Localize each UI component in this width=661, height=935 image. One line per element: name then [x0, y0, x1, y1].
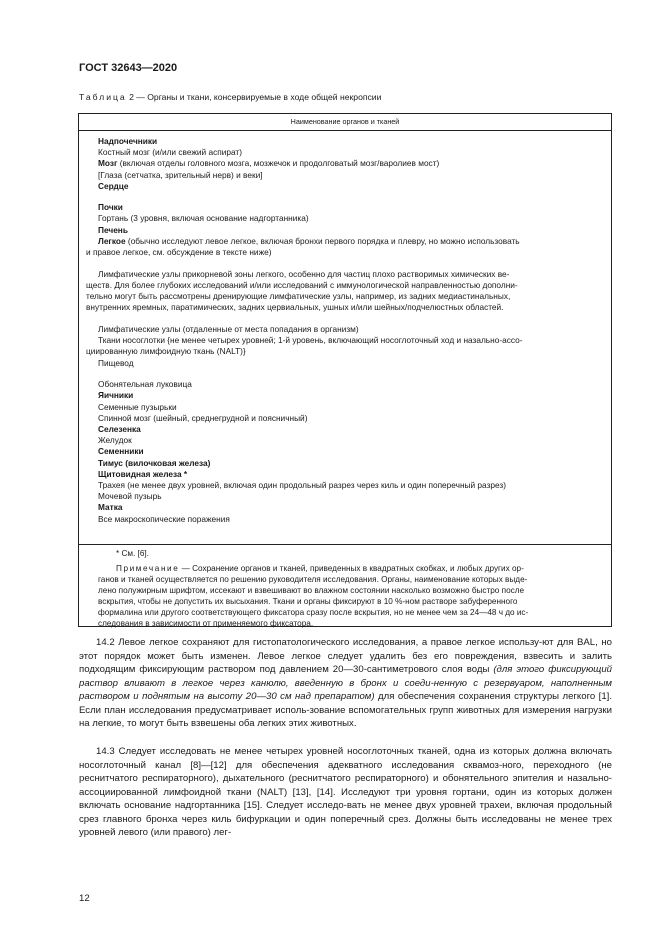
table-row: Сердце	[98, 181, 129, 191]
table-row: Мочевой пузырь	[98, 491, 162, 501]
table-row: Семенники	[98, 446, 144, 456]
table-row: циированную лимфоидную ткань (NALT)}	[86, 346, 246, 356]
paragraph-14-2	[79, 636, 612, 731]
table-row-text: (обычно исследуют левое легкое, включая бронхи первого порядка и плевру, но можно использовать	[125, 236, 520, 246]
table-row: и правое легкое, см. обсуждение в тексте ниже)	[86, 247, 272, 257]
table-row: Лимфатические узлы (отдаленные от места попадания в организм)	[98, 324, 359, 334]
organs-table	[78, 113, 612, 627]
table-footnote: * См. [6].	[116, 549, 149, 558]
paragraph-italic: (для этого фиксирующий раствор вливают в легкое через канюлю, введенную в бронх и соеди-ненную с резервуаром, наполненным раствором и поднятым на высоту 20—30 см над препаратом)	[79, 664, 612, 702]
table-note-line: формалина или другого соответствующего фиксатора сразу после вскрытия, но не менее чем за 24—48 ч до ис-	[98, 608, 529, 617]
table-caption	[79, 92, 381, 102]
table-row: Селезенка	[98, 424, 141, 434]
table-column-header: Наименование органов и тканей	[79, 114, 611, 131]
table-note-line: лено полужирным шрифтом, иссекают и взвешивают во влажном состоянии насколько возможно быстро после	[98, 586, 525, 595]
table-caption-title: 2 — Органы и ткани, консервируемые в ходе общей некропсии	[126, 92, 382, 102]
table-row: Трахея (не менее двух уровней, включая один продольный разрез через киль и один поперечный разрез)	[98, 480, 506, 490]
table-row: ществ. Для более глубоких исследований и/или исследований с иммунологической направленностью дополни-	[86, 280, 518, 290]
table-note-line: вскрытия, чтобы не допустить их высыхания. Ткани и органы фиксируют в 10 %-ном растворе забуференного	[98, 597, 518, 606]
table-row: Пищевод	[98, 358, 134, 368]
table-row	[98, 158, 604, 169]
table-row: Яичники	[98, 390, 134, 400]
table-row: Лимфатические узлы прикорневой зоны легкого, особенно для частиц плохо растворимых химических ве-	[98, 269, 510, 279]
table-row: Спинной мозг (шейный, среднегрудной и поясничный)	[98, 413, 308, 423]
table-caption-prefix: Таблица	[79, 92, 127, 102]
table-row-bold: Легкое	[98, 236, 126, 246]
table-row: Обонятельная луковица	[98, 379, 192, 389]
table-note-line: ганов и тканей осуществляется по решению руководителя исследования. Органы, наименование которых выде-	[98, 575, 528, 584]
table-body	[79, 130, 611, 545]
table-row: Желудок	[98, 435, 132, 445]
table-row	[98, 236, 604, 247]
table-row: Костный мозг (и/или свежий аспират)	[98, 147, 242, 157]
note-label: Примечание	[116, 564, 180, 573]
note-text: — Сохранение органов и тканей, приведенных в квадратных скобках, и любых других ор-	[179, 564, 524, 573]
table-row: Ткани носоглотки {не менее четырех уровней; 1-й уровень, включающий носоглоточный ход и назально-ассо-	[98, 335, 523, 345]
table-row: Матка	[98, 502, 123, 512]
table-row: [Глаза (сетчатка, зрительный нерв) и веки]	[98, 170, 263, 180]
paragraph-14-3: 14.3 Следует исследовать не менее четырех уровней носоглоточных тканей, одна из которых должна включать носоглоточный канал [8]—[12] для обеспечения адекватного исследования сквамоз-ного, переходного (не реснитчатого респираторного), дыхательного (реснитчатого респираторного) и обонятельного эпителия и назально-ассоциированной лимфоидной ткани (NALT) [13], [14]. Исследуют три уровня гортани, один из которых должен включать основание надгортанника [15]. Следует исследо-вать не менее двух уровней трахеи, включая продольный срез главного бронха через киль бифуркации и один поперечный срез. Должны быть исследованы не менее трех уровней левого (или правого) лег-	[79, 746, 612, 838]
table-row: Гортань (3 уровня, включая основание надгортанника)	[98, 213, 309, 223]
page-number: 12	[79, 893, 90, 904]
table-row-bold: Мозг	[98, 158, 118, 168]
table-row-text: (включая отделы головного мозга, мозжечок и продолговатый мозг/варолиев мост)	[117, 158, 440, 168]
paragraph-text: для обеспечения сохранения структуры легкого [1]. Если план исследования предусматривает исполь-зование вспомогательных групп животных для измерения нагрузки на легкие, то могут быть взвешены оба легких этих животных.	[79, 691, 612, 729]
table-row: Почки	[98, 202, 123, 212]
table-row: Надпочечники	[98, 136, 158, 146]
table-row: тельно могут быть рассмотрены дренирующие лимфатические узлы, например, из задних медиастинальных,	[86, 291, 511, 301]
table-note-line	[116, 563, 524, 574]
paragraph-text: 14.2 Левое легкое сохраняют для гистопатологического исследования, а правое легкое использу-ют для BAL, но этот порядок может быть изменен. Левое легкое следует удалить без его повреждения, взвесить и залить подходящим фиксирующим раствором под давлением 20—30-сантиметрового слоя воды	[79, 637, 612, 675]
table-notes	[79, 544, 611, 626]
table-row: Семенные пузырьки	[98, 402, 177, 412]
table-row: Все макроскопические поражения	[98, 514, 230, 524]
table-row: Щитовидная железа *	[98, 469, 188, 479]
document-id: ГОСТ 32643—2020	[79, 62, 178, 74]
table-row: Печень	[98, 225, 128, 235]
table-row: Тимус (вилочковая железа)	[98, 458, 211, 468]
table-note-line: следования в зависимости от применяемого фиксатора.	[98, 619, 314, 628]
table-row: внутренних яремных, паратимических, задних цервиальных, ушных и/или шейных/подчелюстных областей.	[86, 302, 504, 312]
